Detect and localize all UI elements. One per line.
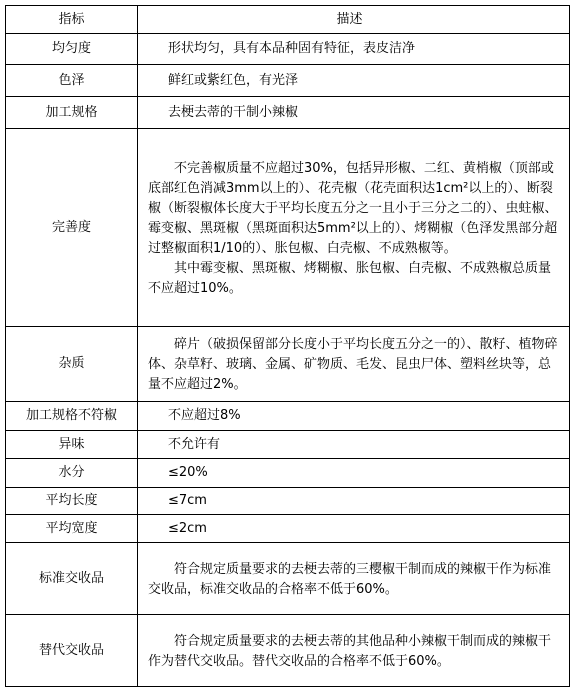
row-description: 鲜红或紫红色，有光泽 (138, 65, 570, 97)
row-description (138, 129, 570, 327)
row-description: 不允许有 (138, 431, 570, 459)
row-description: ≤20% (138, 459, 570, 488)
row-description (138, 615, 570, 687)
table-row (6, 543, 570, 615)
header-description: 描述 (138, 6, 570, 34)
description-paragraph: 碎片（破损保留部分长度小于平均长度五分之一的）、散籽、植物碎体、杂草籽、玻璃、金属、矿物质、毛发、昆虫尸体、塑料丝块等，总量不应超过2%。 (148, 337, 558, 392)
row-description: 形状均匀，具有本品种固有特征，表皮洁净 (138, 34, 570, 65)
row-indicator: 平均宽度 (6, 515, 138, 543)
row-indicator: 均匀度 (6, 34, 138, 65)
table-row (6, 129, 570, 327)
table-row (6, 615, 570, 687)
table-row (6, 488, 570, 515)
row-indicator: 替代交收品 (6, 615, 138, 687)
table-row (6, 515, 570, 543)
row-indicator: 水分 (6, 459, 138, 488)
row-indicator: 标准交收品 (6, 543, 138, 615)
row-description: 去梗去蒂的干制小辣椒 (138, 97, 570, 129)
row-description: ≤2cm (138, 515, 570, 543)
quality-spec-table (5, 5, 570, 687)
table-row (6, 431, 570, 459)
table-header-row (6, 6, 570, 34)
description-paragraph: 其中霉变椒、黑斑椒、烤糊椒、胀包椒、白壳椒、不成熟椒总质量不应超过10%。 (148, 260, 552, 296)
description-paragraph: 符合规定质量要求的去梗去蒂的三樱椒干制而成的辣椒干作为标准交收品，标准交收品的合格率不低于60%。 (148, 561, 552, 597)
table-row (6, 65, 570, 97)
description-paragraph: 不完善椒质量不应超过30%，包括异形椒、二红、黄梢椒（顶部或底部红色消减3mm以上的）、花壳椒（花壳面积达1cm²以上的）、断裂椒（断裂椒体长度大于平均长度五分之一且小于三分之二的）、虫蛀椒、霉变椒、黑斑椒（黑斑面积达5mm²以上的）、烤糊椒（色泽发黑部分超过整椒面积1/10的）、胀包椒、白壳椒、不成熟椒等。 (148, 160, 558, 256)
table-row (6, 327, 570, 402)
table-row (6, 34, 570, 65)
row-indicator: 杂质 (6, 327, 138, 402)
header-indicator: 指标 (6, 6, 138, 34)
table-row (6, 97, 570, 129)
row-indicator: 异味 (6, 431, 138, 459)
row-indicator: 加工规格 (6, 97, 138, 129)
row-description: 不应超过8% (138, 402, 570, 431)
row-description: ≤7cm (138, 488, 570, 515)
row-indicator: 完善度 (6, 129, 138, 327)
table-row (6, 402, 570, 431)
row-indicator: 加工规格不符椒 (6, 402, 138, 431)
description-paragraph: 符合规定质量要求的去梗去蒂的其他品种小辣椒干制而成的辣椒干作为替代交收品。替代交收品的合格率不低于60%。 (148, 633, 552, 669)
row-indicator: 平均长度 (6, 488, 138, 515)
row-description (138, 327, 570, 402)
row-indicator: 色泽 (6, 65, 138, 97)
table-row (6, 459, 570, 488)
row-description (138, 543, 570, 615)
